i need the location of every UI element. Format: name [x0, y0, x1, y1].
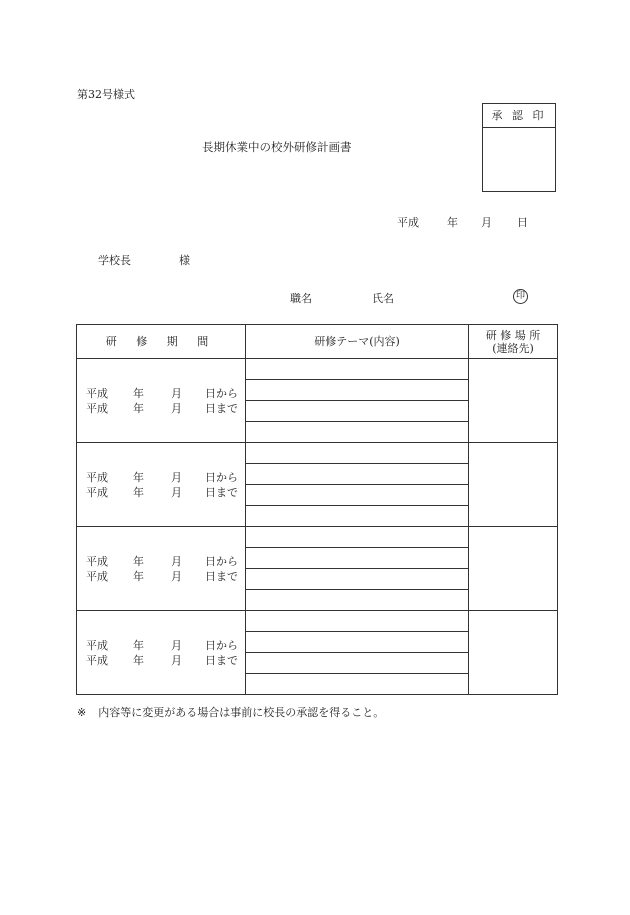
period-cell[interactable]	[77, 443, 246, 527]
period-era: 平成	[86, 386, 108, 400]
period-year: 年	[133, 638, 144, 652]
theme-line-cell[interactable]	[246, 590, 469, 611]
theme-line-cell[interactable]	[246, 464, 469, 485]
period-from-line	[86, 386, 245, 401]
theme-line-cell[interactable]	[246, 674, 469, 695]
period-month: 月	[171, 569, 182, 583]
date-era: 平成	[397, 216, 419, 229]
period-month: 月	[171, 470, 182, 484]
theme-line-cell[interactable]	[246, 611, 469, 632]
period-to-line	[86, 485, 245, 500]
period-month: 月	[171, 401, 182, 415]
period-day: 日から	[205, 470, 238, 484]
period-year: 年	[133, 401, 144, 415]
table-header-row	[77, 325, 558, 359]
period-era: 平成	[86, 638, 108, 652]
period-from-line	[86, 470, 245, 485]
applicant-signature-line	[290, 290, 394, 306]
training-plan-table	[76, 324, 558, 695]
approval-stamp-box	[482, 103, 556, 192]
period-day: 日まで	[205, 653, 238, 667]
theme-line-cell[interactable]	[246, 401, 469, 422]
period-day: 日まで	[205, 569, 238, 583]
theme-line-cell[interactable]	[246, 422, 469, 443]
date-day: 日	[517, 216, 528, 229]
header-period: 研 修 期 間	[77, 325, 246, 359]
period-month: 月	[171, 554, 182, 568]
header-location-line1: 研 修 場 所	[485, 328, 541, 342]
theme-line-cell[interactable]	[246, 380, 469, 401]
addressee	[98, 252, 190, 268]
theme-line-cell[interactable]	[246, 527, 469, 548]
period-month: 月	[171, 485, 182, 499]
document-title: 長期休業中の校外研修計画書	[202, 140, 352, 154]
period-year: 年	[133, 569, 144, 583]
theme-line-cell[interactable]	[246, 359, 469, 380]
date-year: 年	[447, 216, 458, 229]
location-cell[interactable]	[469, 359, 558, 443]
period-day: 日まで	[205, 401, 238, 415]
form-number: 第32号様式	[77, 88, 135, 101]
period-era: 平成	[86, 653, 108, 667]
date-month: 月	[481, 216, 492, 229]
period-month: 月	[171, 653, 182, 667]
approval-stamp-label: 承 認 印	[483, 104, 555, 128]
addressee-honorific: 様	[179, 254, 190, 267]
footnote-mark: ※	[77, 706, 87, 719]
date-line	[397, 214, 528, 230]
period-month: 月	[171, 638, 182, 652]
theme-line-cell[interactable]	[246, 485, 469, 506]
period-cell[interactable]	[77, 527, 246, 611]
period-from-line	[86, 554, 245, 569]
header-location	[469, 325, 558, 359]
theme-line-cell[interactable]	[246, 548, 469, 569]
period-day: 日から	[205, 638, 238, 652]
period-era: 平成	[86, 401, 108, 415]
period-day: 日まで	[205, 485, 238, 499]
theme-line-cell[interactable]	[246, 569, 469, 590]
location-cell[interactable]	[469, 527, 558, 611]
period-year: 年	[133, 470, 144, 484]
period-month: 月	[171, 386, 182, 400]
period-from-line	[86, 638, 245, 653]
name-label: 氏名	[372, 292, 394, 305]
location-cell[interactable]	[469, 611, 558, 695]
header-theme: 研修テーマ(内容)	[246, 325, 469, 359]
addressee-name: 学校長	[98, 254, 131, 267]
period-era: 平成	[86, 485, 108, 499]
footnote	[77, 704, 384, 720]
period-to-line	[86, 569, 245, 584]
period-year: 年	[133, 386, 144, 400]
period-to-line	[86, 401, 245, 416]
period-cell[interactable]	[77, 611, 246, 695]
table-row	[77, 611, 558, 632]
location-cell[interactable]	[469, 443, 558, 527]
period-era: 平成	[86, 470, 108, 484]
table-row	[77, 443, 558, 464]
theme-line-cell[interactable]	[246, 443, 469, 464]
theme-line-cell[interactable]	[246, 653, 469, 674]
footnote-text: 内容等に変更がある場合は事前に校長の承認を得ること。	[98, 706, 385, 719]
period-era: 平成	[86, 554, 108, 568]
table-row	[77, 359, 558, 380]
period-to-line	[86, 653, 245, 668]
table-row	[77, 527, 558, 548]
theme-line-cell[interactable]	[246, 506, 469, 527]
position-label: 職名	[290, 292, 312, 305]
period-cell[interactable]	[77, 359, 246, 443]
header-location-line2: (連絡先)	[492, 341, 534, 355]
period-day: 日から	[205, 554, 238, 568]
period-year: 年	[133, 653, 144, 667]
period-day: 日から	[205, 386, 238, 400]
theme-line-cell[interactable]	[246, 632, 469, 653]
period-year: 年	[133, 485, 144, 499]
period-year: 年	[133, 554, 144, 568]
period-era: 平成	[86, 569, 108, 583]
seal-mark: 印	[513, 289, 528, 304]
